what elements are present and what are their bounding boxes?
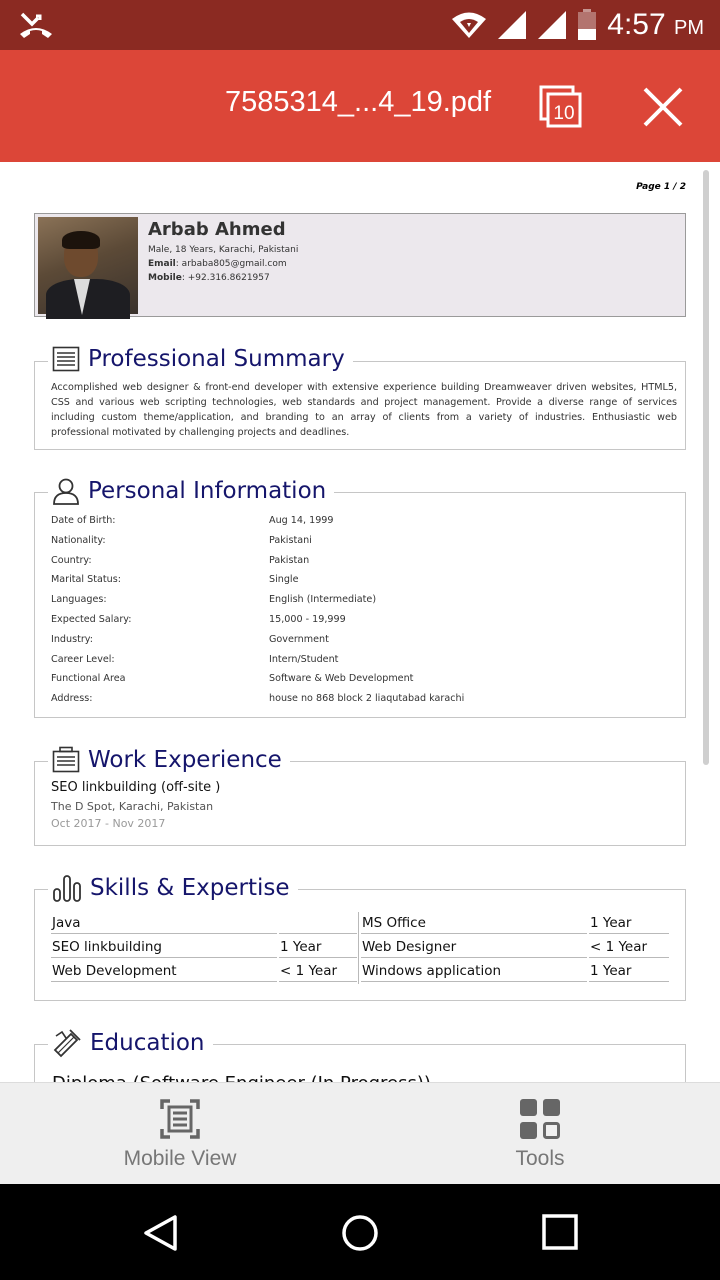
- personal-info-value: 15,000 - 19,999: [269, 614, 346, 625]
- clock: 4:57 PM: [607, 8, 704, 41]
- personal-info-label: Marital Status:: [51, 574, 121, 586]
- battery-icon: [577, 9, 597, 41]
- personal-info-value: Intern/Student: [269, 653, 339, 665]
- briefcase-icon: [52, 746, 80, 774]
- diploma-icon: [52, 1028, 82, 1058]
- navigation-bar: [0, 1184, 720, 1280]
- skill-years: 1 Year: [589, 960, 669, 982]
- personal-info-heading: Personal Information: [48, 474, 334, 508]
- wifi-icon: [451, 11, 487, 39]
- bar-chart-icon: [52, 873, 82, 903]
- skill-years: < 1 Year: [279, 960, 357, 982]
- personal-info-value: Aug 14, 1999: [269, 515, 334, 526]
- education-heading: Education: [48, 1026, 213, 1060]
- candidate-email: Email: arbaba805@gmail.com: [148, 259, 287, 269]
- personal-info-label: Functional Area: [51, 673, 126, 685]
- personal-info-value: Software & Web Development: [269, 673, 414, 685]
- personal-info-value: house no 868 block 2 liaqutabad karachi: [269, 693, 465, 705]
- candidate-mobile: Mobile: +92.316.8621957: [148, 273, 270, 283]
- mobile-view-label: Mobile View: [123, 1147, 237, 1170]
- personal-info-label: Date of Birth:: [51, 515, 116, 526]
- skill-years: [279, 912, 357, 934]
- status-bar: [0, 0, 720, 50]
- skill-name: Java: [51, 912, 277, 934]
- skill-years: 1 Year: [279, 936, 357, 958]
- pdf-toolbar: [0, 50, 720, 162]
- page-count-button[interactable]: [538, 84, 584, 130]
- personal-info-value: English (Intermediate): [269, 594, 377, 606]
- page-indicator: Page 1 / 2: [636, 182, 686, 192]
- tools-grid-icon: [518, 1097, 562, 1141]
- personal-info-label: Expected Salary:: [51, 614, 132, 625]
- page-count: 10: [553, 103, 575, 124]
- skill-name: Windows application: [361, 960, 587, 982]
- summary-heading: Professional Summary: [48, 342, 353, 376]
- skill-name: MS Office: [361, 912, 587, 934]
- skill-years: < 1 Year: [589, 936, 669, 958]
- skills-heading: Skills & Expertise: [48, 871, 298, 905]
- personal-info-label: Industry:: [51, 633, 93, 645]
- scrollbar[interactable]: [703, 170, 709, 765]
- personal-info-label: Nationality:: [51, 534, 106, 546]
- bottom-toolbar: [0, 1082, 720, 1184]
- candidate-info: Male, 18 Years, Karachi, Pakistani: [148, 245, 299, 255]
- job-company: The D Spot, Karachi, Pakistan: [51, 800, 214, 813]
- mobile-view-icon: [158, 1097, 202, 1141]
- personal-info-label: Address:: [51, 693, 93, 705]
- signal-icon: [497, 10, 527, 40]
- work-heading: Work Experience: [48, 743, 290, 777]
- profile-photo: [38, 217, 138, 314]
- tools-button[interactable]: [360, 1083, 720, 1185]
- mobile-view-button[interactable]: [0, 1083, 360, 1185]
- skill-name: Web Development: [51, 960, 277, 982]
- pdf-document[interactable]: [0, 162, 720, 1082]
- skills-section: [34, 889, 686, 1001]
- recents-icon[interactable]: [542, 1214, 578, 1250]
- document-list-icon: [52, 346, 80, 372]
- missed-call-icon: [18, 10, 54, 40]
- personal-info-label: Languages:: [51, 594, 107, 606]
- skill-years: 1 Year: [589, 912, 669, 934]
- personal-info-label: Career Level:: [51, 653, 115, 665]
- back-icon[interactable]: [142, 1214, 180, 1252]
- personal-info-value: Government: [269, 633, 329, 645]
- close-icon[interactable]: [642, 86, 684, 128]
- pages-icon: [538, 84, 584, 130]
- tools-label: Tools: [515, 1147, 565, 1170]
- job-title: SEO linkbuilding (off-site ): [51, 780, 221, 795]
- person-icon: [52, 477, 80, 505]
- profile-header: [34, 213, 686, 317]
- skill-name: Web Designer: [361, 936, 587, 958]
- signal-icon: [537, 10, 567, 40]
- personal-info-value: Single: [269, 574, 299, 586]
- candidate-name: Arbab Ahmed: [148, 219, 286, 240]
- job-dates: Oct 2017 - Nov 2017: [51, 817, 166, 830]
- personal-info-value: Pakistan: [269, 554, 310, 566]
- skill-name: SEO linkbuilding: [51, 936, 277, 958]
- personal-info-section: [34, 492, 686, 718]
- home-icon[interactable]: [341, 1214, 379, 1252]
- personal-info-label: Country:: [51, 554, 92, 566]
- personal-info-value: Pakistani: [269, 534, 312, 546]
- summary-text: Accomplished web designer & front-end developer with extensive experience building Dreamweaver driven websites, HTML5, CSS and various web scripting technologies, web standards and project management. Provide a diverse range of services including custom theme/application, and branding to an array of clients from a variety of industries. Enthusiastic web professional motivated by challenging projects and deadlines.: [51, 382, 677, 438]
- file-name: 7585314_...4_19.pdf: [225, 86, 492, 118]
